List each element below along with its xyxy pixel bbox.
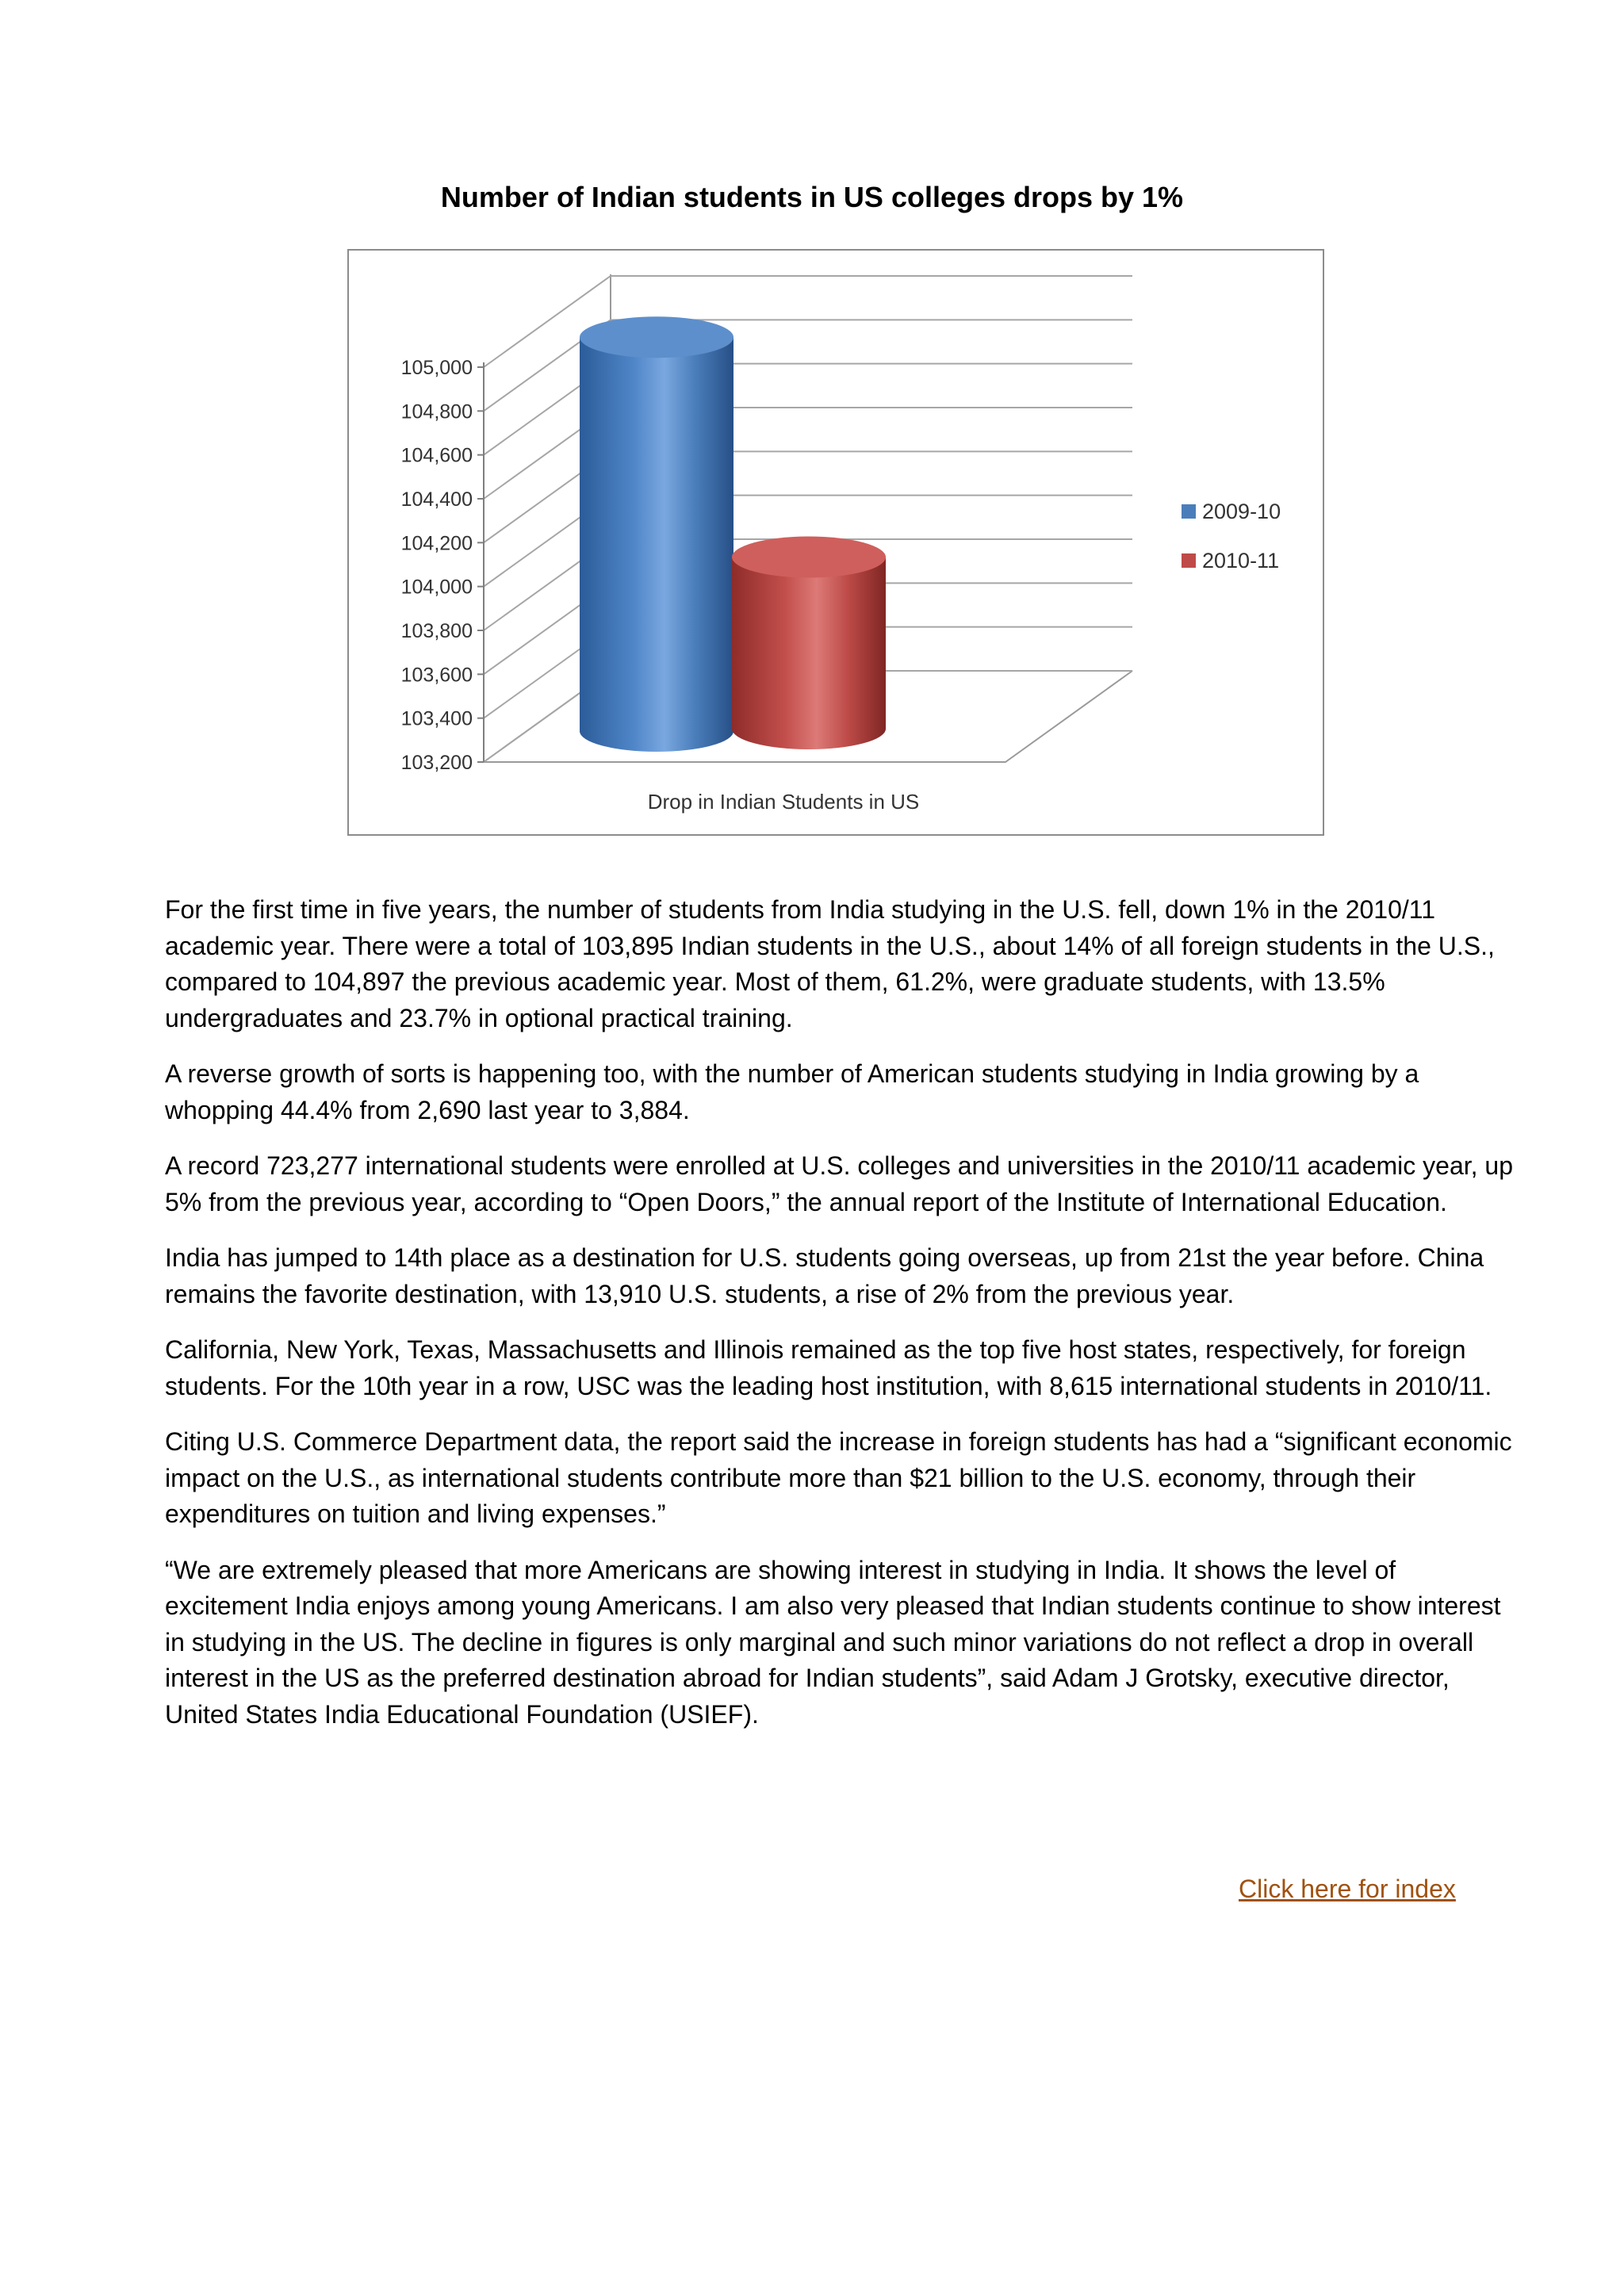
- page-title: Number of Indian students in US colleges drops by 1%: [440, 181, 1184, 213]
- bar-chart: [349, 251, 1323, 834]
- y-tick-label: 104,400: [400, 488, 473, 511]
- cylinder-top: [732, 537, 886, 578]
- y-tick-label: 103,600: [400, 664, 473, 687]
- article-paragraph: A reverse growth of sorts is happening too, with the number of American students studying in India growing by a whopping 44.4% from 2,690 last year to 3,884.: [165, 1059, 1419, 1124]
- legend-swatch: [1182, 553, 1196, 568]
- y-tick-label: 104,200: [400, 532, 473, 555]
- chart-bars: [580, 316, 886, 752]
- article-paragraph: India has jumped to 14th place as a destination for U.S. students going overseas, up from 21st the year before. China remains the favorite destination, with 13,910 U.S. students, a rise of 2% from the previous year.: [165, 1243, 1484, 1308]
- article-body: [165, 892, 1513, 1752]
- article-paragraph: For the first time in five years, the number of students from India studying in the U.S. fell, down 1% in the 2010/11 academic year. There were a total of 103,895 Indian students in the U.S., about 14% of all foreign students in the U.S., compared to 104,897 the previous academic year. Most of them, 61.2%, were graduate students, with 13.5% undergraduates and 23.7% in optional practical training.: [165, 895, 1495, 1032]
- y-tick-label: 103,400: [400, 707, 473, 730]
- article-paragraph: California, New York, Texas, Massachusetts and Illinois remained as the top five host states, respectively, for foreign students. For the 10th year in a row, USC was the leading host institution, with 8,615 international students in 2010/11.: [165, 1335, 1492, 1400]
- legend-label: 2010-11: [1202, 549, 1280, 573]
- article-paragraph: A record 723,277 international students were enrolled at U.S. colleges and universities in the 2010/11 academic year, up 5% from the previous year, according to “Open Doors,” the annual report of the Institute of International Education.: [165, 1151, 1514, 1216]
- index-link[interactable]: Click here for index: [1239, 1875, 1456, 1903]
- article-paragraph: Citing U.S. Commerce Department data, the report said the increase in foreign students has had a “significant economic impact on the U.S., as international students contribute more than $21 billion to the U.S. economy, through their expenditures on tuition and living expenses.”: [165, 1427, 1512, 1528]
- bar-2009-10: [580, 316, 733, 752]
- legend-swatch: [1182, 504, 1196, 519]
- chart-legend: [1182, 500, 1281, 573]
- cylinder-top: [580, 316, 733, 358]
- y-tick-label: 104,000: [400, 576, 473, 599]
- y-tick-label: 103,800: [400, 620, 473, 642]
- cylinder-body: [732, 557, 886, 749]
- x-axis-label: Drop in Indian Students in US: [647, 790, 920, 814]
- article-paragraph: “We are extremely pleased that more Americans are showing interest in studying in India. It shows the level of excitement India enjoys among young Americans. I am also very pleased that Indian students continue to show interest in studying in the US. The decline in figures is only marginal and such minor variations do not reflect a drop in overall interest in the US as the preferred destination abroad for Indian students”, said Adam J Grotsky, executive director, United States India Educational Foundation (USIEF).: [165, 1555, 1501, 1729]
- y-tick-label: 105,000: [400, 357, 473, 379]
- legend-label: 2009-10: [1202, 500, 1281, 523]
- bar-2010-11: [732, 537, 886, 749]
- y-tick-label: 103,200: [400, 752, 473, 774]
- y-tick-label: 104,800: [400, 400, 473, 423]
- cylinder-body: [580, 337, 733, 752]
- y-tick-label: 104,600: [400, 444, 473, 467]
- chart-frame: [347, 249, 1324, 836]
